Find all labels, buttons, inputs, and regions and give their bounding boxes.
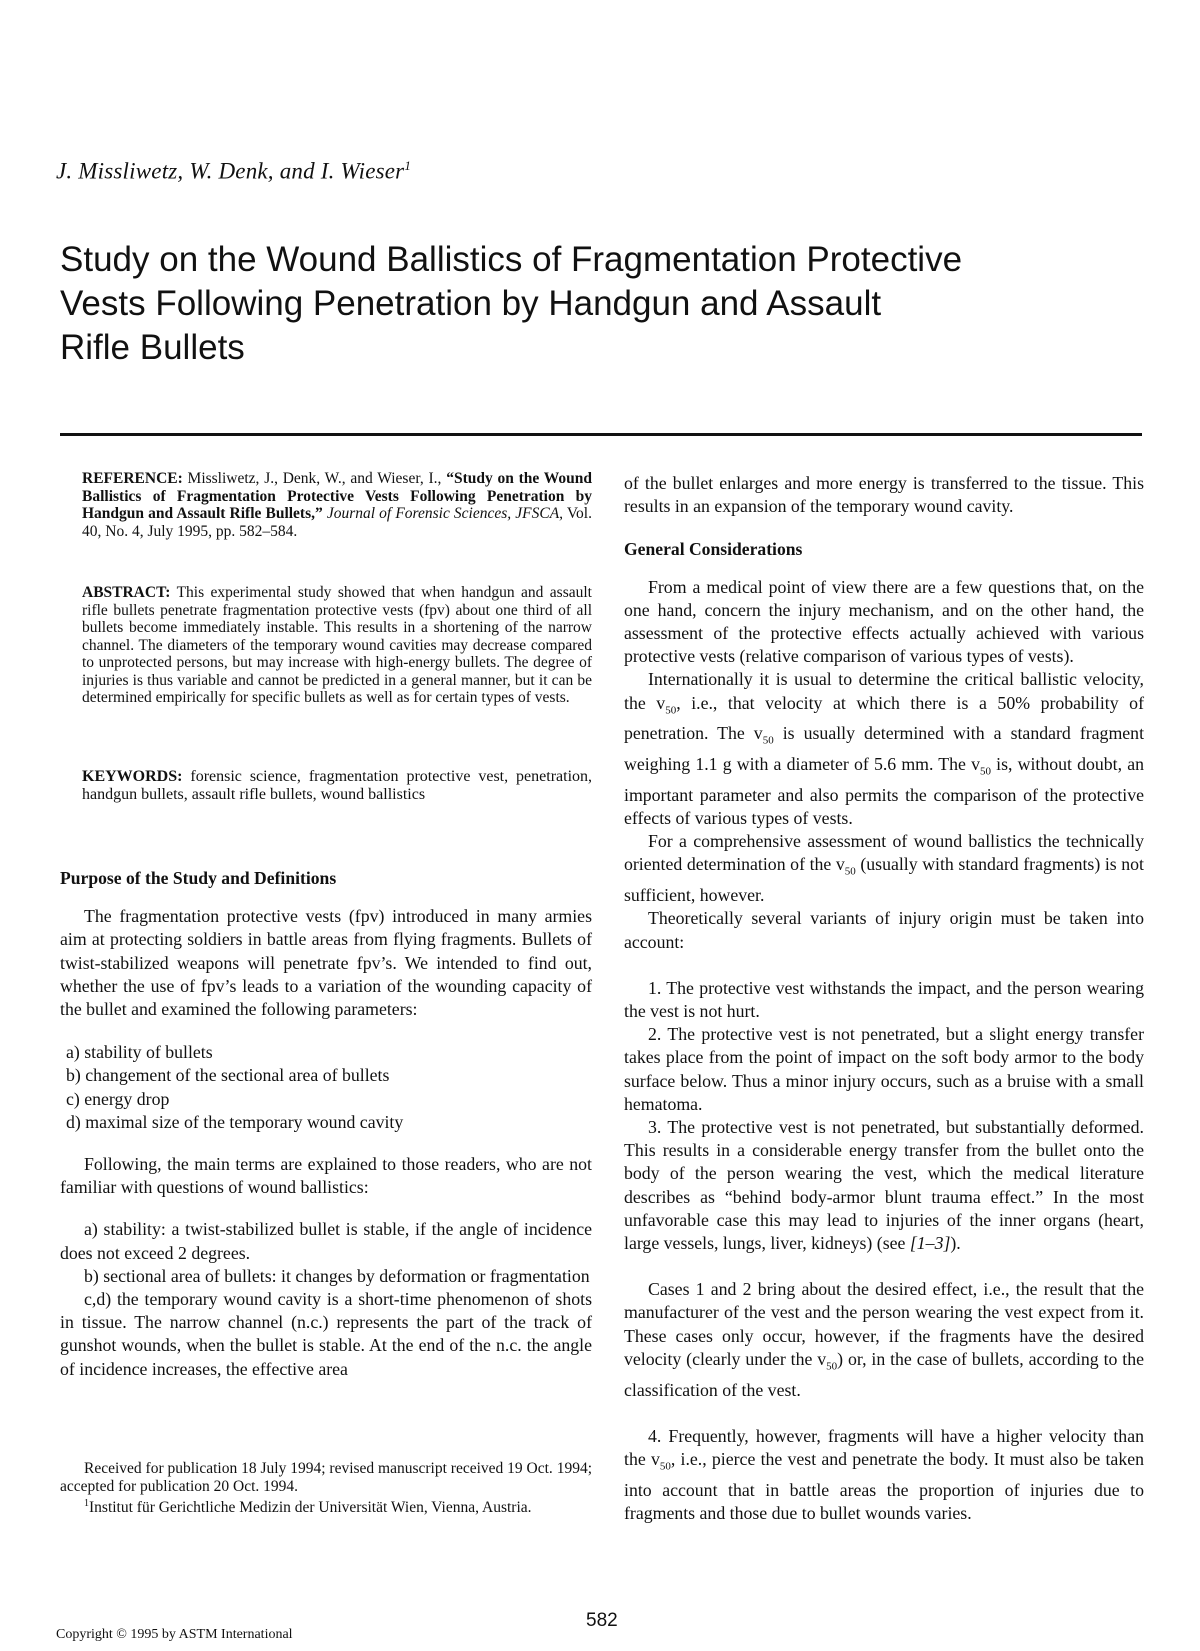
reference-title: “Study on the Wound Ballistics of Fragmentation Protective Vests Following Penetration by Handgun and Assault Rifle Bullets,” <box>82 470 593 522</box>
general-paragraph-3: For a comprehensive assessment of wound ballistics the technically oriented determination of the $v_{50}$ (usually with standard fragments) is not sufficient, however. <box>624 831 1144 906</box>
abstract-text: This experimental study showed that when handgun and assault rifle bullets penetrate fragmentation protective vests (fpv) about one third of all bullets become immediately instable. This results in a shortening of the narrow channel. The diameters of the temporary wound cavities may decrease compared to unprotected persons, but may increase with high-energy bullets. The degree of injuries is thus variable and cannot be predicted in a general manner, but it can be determined empirically for specific bullets as well as for certain types of vests. <box>82 584 592 706</box>
abstract-label: ABSTRACT: <box>82 584 171 601</box>
title-line-3: Rifle Bullets <box>60 328 245 367</box>
purpose-paragraph-1: The fragmentation protective vests (fpv) introduced in many armies aim at protecting soldiers in battle areas from flying fragments. Bullets of twist-stabilized weapons will penetrate fpv’s. We intended to find out, whether the use of fpv’s leads to a variation of the wounding capacity of the bullet and examined the following parameters: <box>60 906 592 1020</box>
purpose-section <box>60 867 592 1381</box>
definition-cd: c,d) the temporary wound cavity is a short-time phenomenon of shots in tissue. The narrow channel (n.c.) represents the part of the track of gunshot wounds, when the bullet is stable. At the end of the n.c. the angle of incidence increases, the effective area <box>60 1289 592 1379</box>
cases-paragraph: Cases 1 and 2 bring about the desired effect, i.e., the result that the manufacturer of the vest and the person wearing the vest expect from it. These cases only occur, however, if the fragments have the desired velocity (clearly under the $v_{50}$) or, in the case of bullets, according to the classification of the vest. <box>624 1279 1144 1400</box>
reference-journal: Journal of Forensic Sciences, JFSCA, <box>326 505 564 522</box>
reference-label: REFERENCE: <box>82 470 183 487</box>
article-title <box>60 238 1140 370</box>
abstract-block <box>60 584 592 707</box>
parameter-b: b) changement of the sectional area of bullets <box>66 1065 390 1086</box>
authors-text: J. Missliwetz, W. Denk, and I. Wieser <box>56 158 405 184</box>
general-paragraph-4: Theoretically several variants of injury origin must be taken into account: <box>624 908 1144 952</box>
variant-2: 2. The protective vest is not penetrated, but a slight energy transfer takes place from the point of impact on the soft body armor to the body surface below. Thus a minor injury occurs, such as a bruise with a small hematoma. <box>624 1024 1144 1114</box>
page-number: 582 <box>586 1610 618 1631</box>
parameter-a: a) stability of bullets <box>66 1042 213 1063</box>
parameters-list <box>60 1041 592 1134</box>
received-footnote: Received for publication 18 July 1994; revised manuscript received 19 Oct. 1994; accepted for publication 20 Oct. 1994. <box>60 1460 592 1495</box>
variant-4: 4. Frequently, however, fragments will have a higher velocity than the $v_{50}$, i.e., pierce the vest and penetrate the body. It must also be taken into account that in battle areas the proportion of injuries due to fragments and those due to bullet wounds varies. <box>624 1425 1144 1523</box>
title-line-1: Study on the Wound Ballistics of Fragmentation Protective <box>60 240 963 279</box>
reference-details: Vol. 40, No. 4, July 1995, pp. 582–584. <box>82 505 592 540</box>
parameter-c: c) energy drop <box>66 1088 170 1109</box>
reference-block <box>60 470 592 540</box>
general-paragraph-1: From a medical point of view there are a few questions that, on the one hand, concern the injury mechanism, and on the other hand, the assessment of the protective effects actually achieved with various protective vests (relative comparison of various types of vests). <box>624 576 1144 667</box>
copyright-notice: Copyright © 1995 by ASTM International <box>56 1627 293 1642</box>
right-column <box>624 472 1144 1525</box>
affiliation-text: Institut für Gerichtliche Medizin der Universität Wien, Vienna, Austria. <box>89 1499 532 1517</box>
keywords-label: KEYWORDS: <box>82 768 183 785</box>
definition-b: b) sectional area of bullets: it changes by deformation or fragmentation <box>84 1265 590 1286</box>
purpose-paragraph-2: Following, the main terms are explained to those readers, who are not familiar with questions of wound ballistics: <box>60 1154 592 1198</box>
author-footnote-mark: 1 <box>404 158 412 173</box>
footnotes <box>60 1460 592 1517</box>
general-paragraph-2: Internationally it is usual to determine the critical ballistic velocity, the $v_{50}$, i.e., that velocity at which there is a 50% probability of penetration. The $v_{50}$ is usually determined with a standard fragment weighing 1.1 g with a diameter of 5.6 mm. The $v_{50}$ is, without doubt, an important parameter and also permits the comparison of the protective effects of various types of vests. <box>624 669 1145 829</box>
purpose-heading: Purpose of the Study and Definitions <box>60 868 337 888</box>
variant-3: 3. The protective vest is not penetrated, but substantially deformed. This results in a considerable energy transfer from the bullet onto the body of the person wearing the vest, which the medical literature describes as “behind body-armor blunt trauma effect.” In the most unfavorable case this may lead to injuries of the inner organs (heart, large vessels, lungs, liver, kidneys) (see [1–3]). <box>624 1117 1144 1254</box>
reference-authors: Missliwetz, J., Denk, W., and Wieser, I., <box>187 470 442 487</box>
continuation-paragraph: of the bullet enlarges and more energy is transferred to the tissue. This results in an expansion of the temporary wound cavity. <box>624 473 1144 517</box>
variant-1: 1. The protective vest withstands the impact, and the person wearing the vest is not hurt. <box>624 977 1144 1022</box>
general-considerations-heading: General Considerations <box>624 539 803 560</box>
affiliation-mark: 1 <box>84 1498 89 1509</box>
author-line <box>56 158 411 185</box>
title-rule <box>60 433 1142 436</box>
citation-ref: [1–3] <box>909 1233 951 1254</box>
title-line-2: Vests Following Penetration by Handgun and Assault <box>60 284 882 323</box>
keywords-text: forensic science, fragmentation protective vest, penetration, handgun bullets, assault rifle bullets, wound ballistics <box>82 768 593 803</box>
affiliation-footnote <box>60 1495 592 1517</box>
keywords-block <box>60 768 592 804</box>
definition-a: a) stability: a twist-stabilized bullet is stable, if the angle of incidence does not exceed 2 degrees. <box>60 1219 592 1263</box>
parameter-d: d) maximal size of the temporary wound cavity <box>66 1111 404 1132</box>
